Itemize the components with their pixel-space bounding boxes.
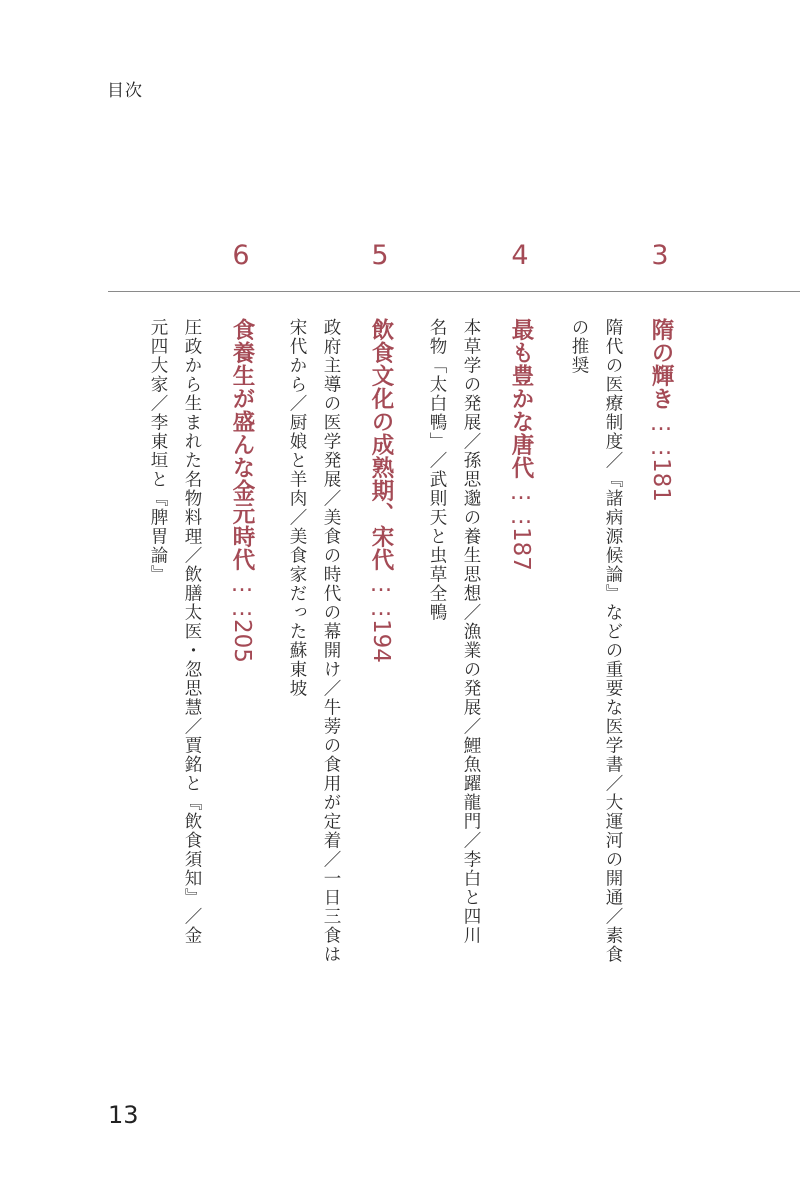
chapter-title-3[interactable] [645, 318, 677, 502]
page-number: 13 [108, 1101, 139, 1129]
chapter-number-5: 5 [371, 240, 389, 271]
chapter-number-3: 3 [651, 240, 669, 271]
subtopic-line: 政府主導の医学発展／美食の時代の幕開け／牛蒡の食用が定着／一日三食は [321, 318, 341, 964]
chapter-title-text: 飲食文化の成熟期、宋代 [368, 318, 394, 571]
chapter-page-number: 181 [648, 458, 674, 502]
subtopic-line: 圧政から生まれた名物料理／飲膳太医・忽思慧／賈銘と『飲食須知』／金 [182, 318, 202, 945]
subtopic-line: 名物「太白鴨」／武則天と虫草全鴨 [427, 318, 447, 622]
subtopic-line: 隋代の医療制度／『諸病源候論』などの重要な医学書／大運河の開通／素食 [603, 318, 623, 964]
subtopic-line: の推奨 [569, 318, 589, 375]
running-head: 目次 [107, 81, 143, 101]
subtopic-line: 本草学の発展／孫思邈の養生思想／漁業の発展／鯉魚躍龍門／李白と四川 [461, 318, 481, 945]
chapter-title-text: 最も豊かな唐代 [508, 318, 534, 479]
leader-dots: …… [508, 479, 534, 527]
chapter-page-number: 187 [508, 527, 534, 571]
header-rule [108, 291, 800, 292]
chapter-subtopics-3 [562, 318, 630, 964]
leader-dots: …… [368, 571, 394, 619]
chapter-number-6: 6 [232, 240, 250, 271]
chapter-number-4: 4 [511, 240, 529, 271]
leader-dots: …… [229, 571, 255, 619]
subtopic-line: 元四大家／李東垣と『脾胃論』 [148, 318, 168, 584]
chapter-page-number: 194 [368, 619, 394, 663]
chapter-title-text: 隋の輝き [648, 318, 674, 410]
subtopic-line: 宋代から／厨娘と羊肉／美食家だった蘇東坡 [287, 318, 307, 698]
chapter-subtopics-6 [141, 318, 209, 945]
chapter-title-4[interactable] [505, 318, 537, 571]
chapter-subtopics-5 [280, 318, 348, 964]
chapter-title-6[interactable] [226, 318, 258, 663]
chapter-title-5[interactable] [365, 318, 397, 663]
chapter-subtopics-4 [420, 318, 488, 945]
chapter-title-text: 食養生が盛んな金元時代 [229, 318, 255, 571]
leader-dots: …… [648, 410, 674, 458]
chapter-page-number: 205 [229, 619, 255, 663]
